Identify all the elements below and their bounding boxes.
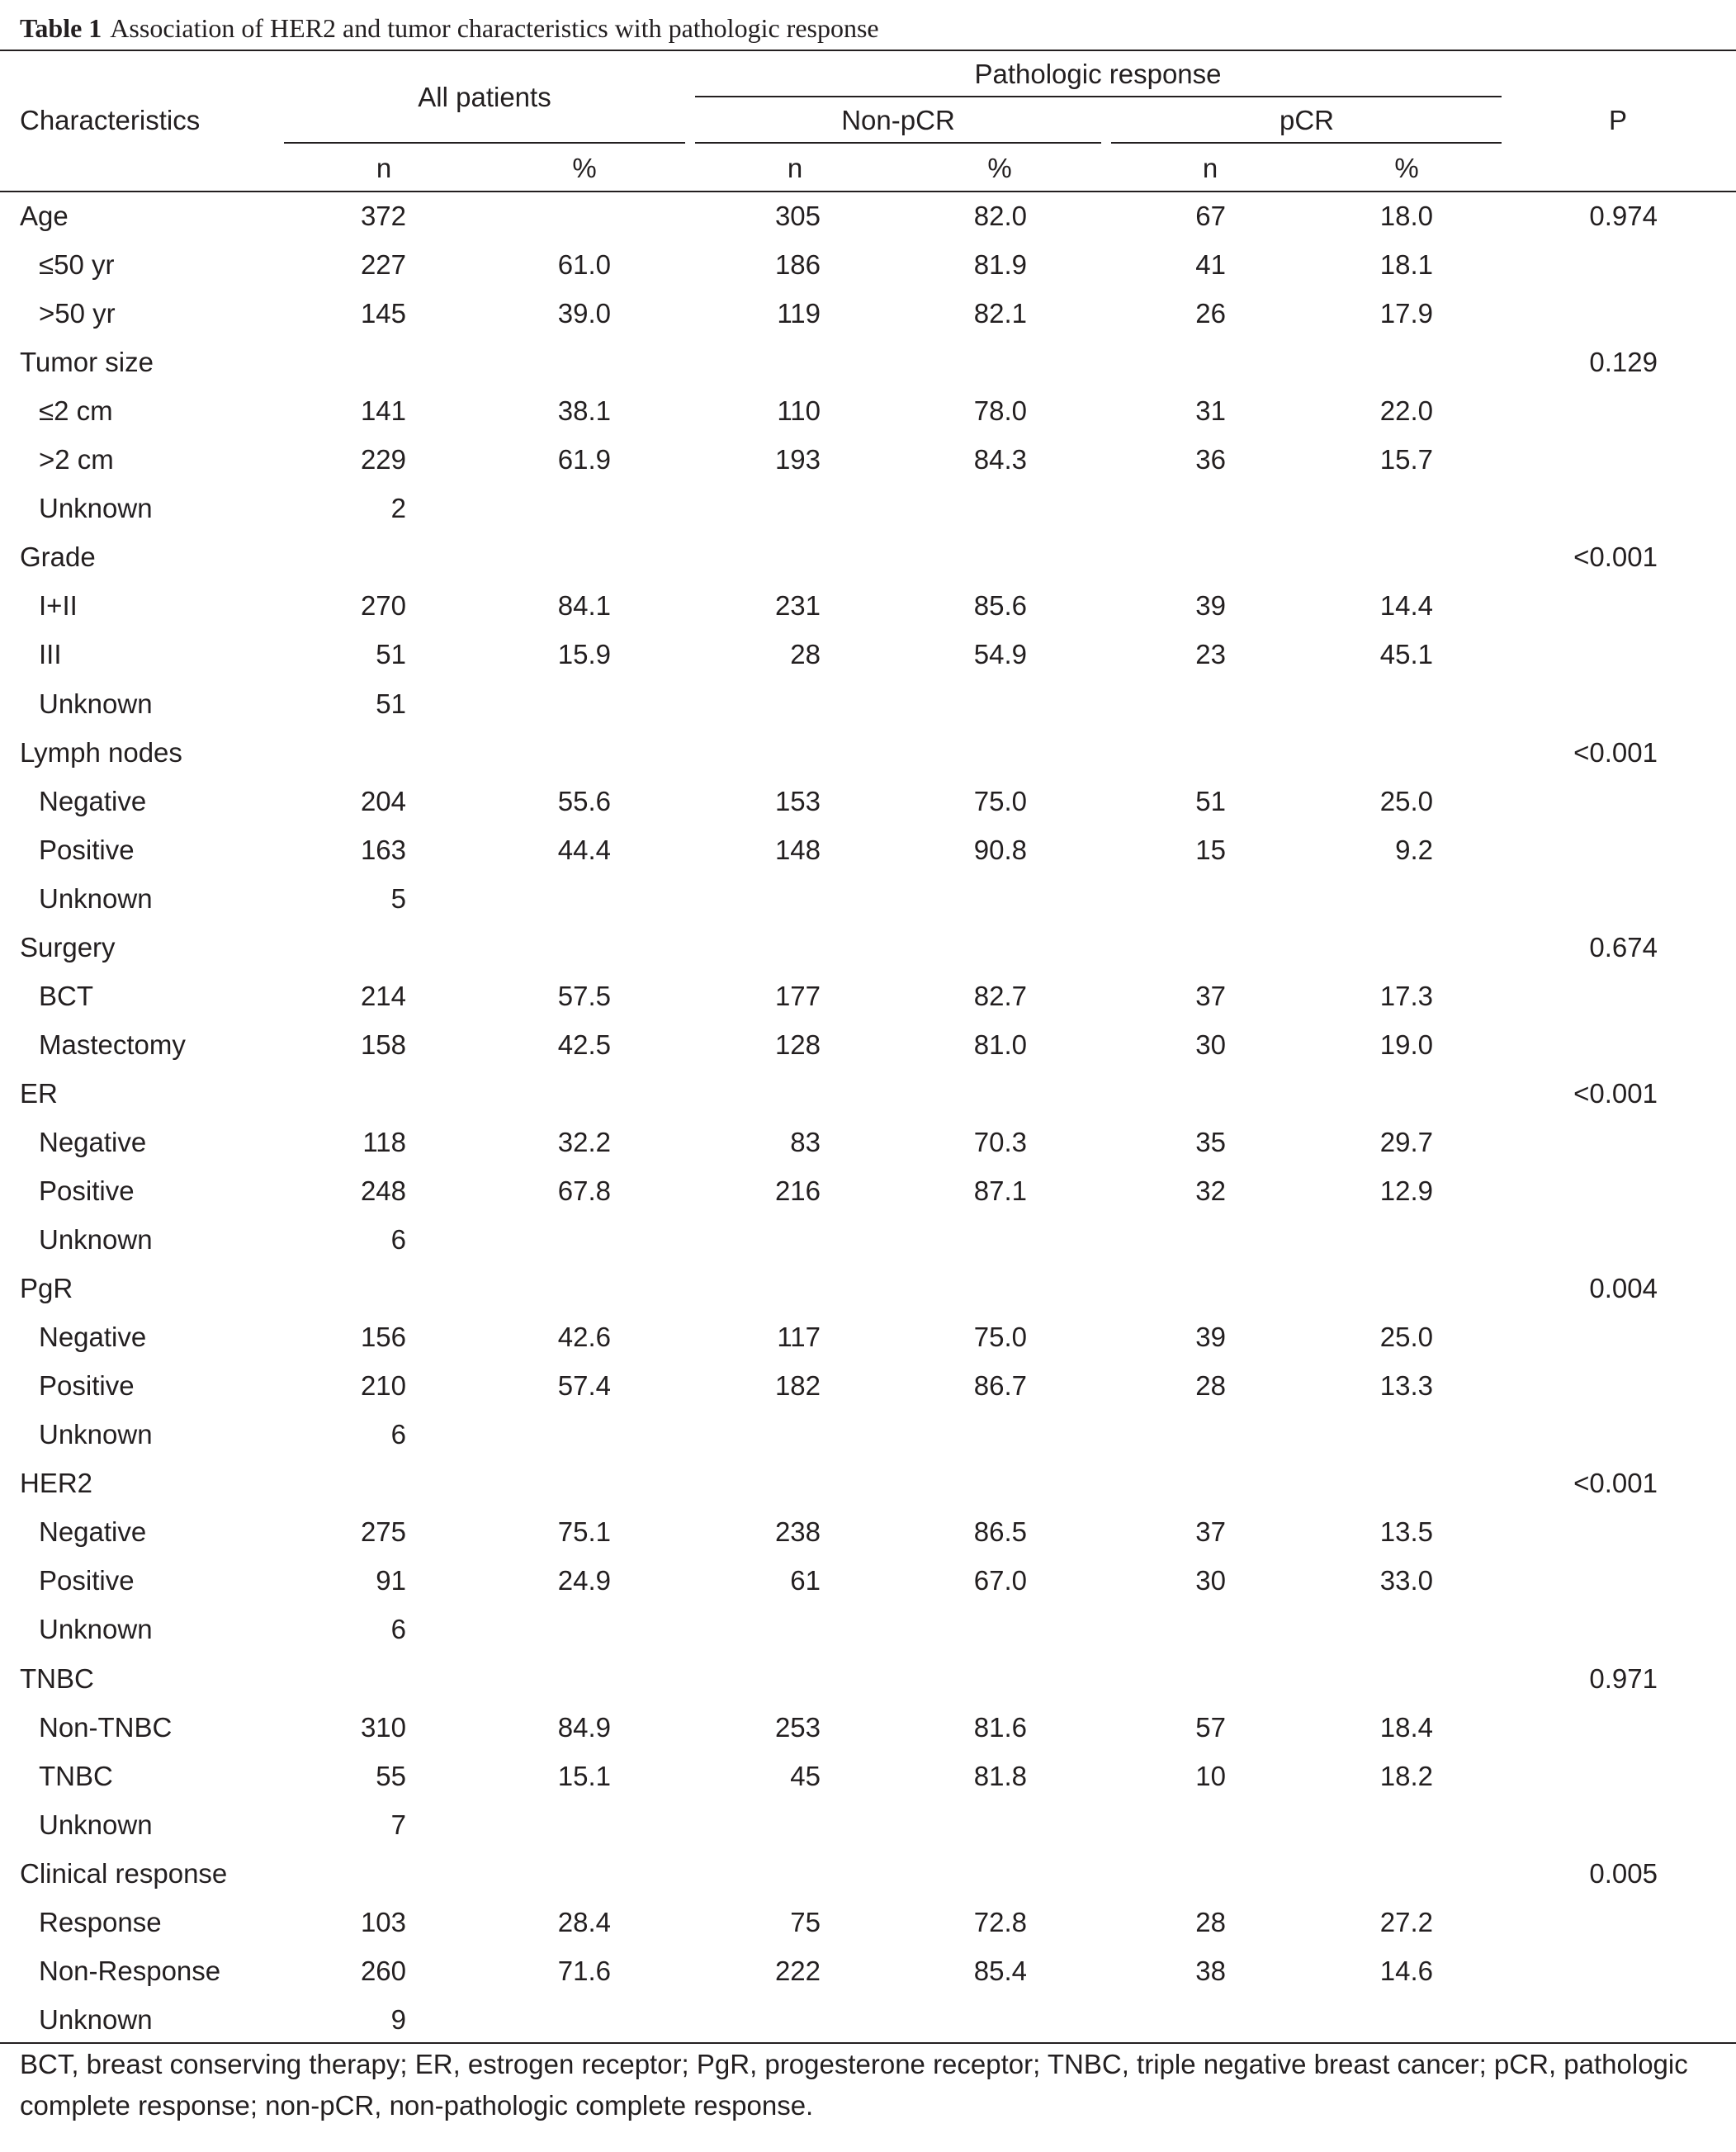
row-label: Negative	[39, 786, 147, 816]
all-n-cell: 6	[390, 1614, 406, 1644]
header-non-pcr: Non-pCR	[841, 105, 955, 135]
pcr-n-cell: 28	[1195, 1370, 1226, 1401]
pcr-n-cell: 30	[1195, 1565, 1226, 1596]
pcr-pct-cell: 14.4	[1379, 590, 1433, 621]
row-label: TNBC	[39, 1761, 113, 1791]
p-value-cell: 0.674	[1589, 932, 1658, 962]
all-n-cell: 310	[360, 1712, 406, 1743]
pcr-pct-cell: 17.9	[1379, 298, 1433, 329]
non-pcr-pct-cell: 72.8	[973, 1907, 1027, 1937]
row-label: Unknown	[39, 2004, 153, 2035]
table-caption-label: Table 1	[20, 13, 102, 43]
row-label: Unknown	[39, 1224, 153, 1255]
all-n-cell: 248	[360, 1175, 406, 1206]
pcr-pct-cell: 25.0	[1379, 786, 1433, 816]
non-pcr-pct-cell: 78.0	[973, 395, 1027, 426]
all-n-cell: 118	[362, 1127, 406, 1157]
pcr-n-cell: 67	[1195, 201, 1226, 231]
all-n-cell: 156	[360, 1322, 406, 1352]
non-pcr-pct-cell: 84.3	[973, 444, 1027, 475]
non-pcr-n-cell: 193	[774, 444, 821, 475]
pcr-n-cell: 23	[1195, 639, 1226, 669]
pcr-n-cell: 35	[1195, 1127, 1226, 1157]
all-pct-cell: 32.2	[557, 1127, 611, 1157]
non-pcr-pct-cell: 90.8	[973, 835, 1027, 865]
non-pcr-pct-cell: 54.9	[973, 639, 1027, 669]
non-pcr-pct-cell: 87.1	[973, 1175, 1027, 1206]
row-label: PgR	[20, 1273, 73, 1303]
all-n-cell: 210	[360, 1370, 406, 1401]
pcr-pct-cell: 29.7	[1379, 1127, 1433, 1157]
p-value-cell: 0.974	[1589, 201, 1658, 231]
header-all-pct: %	[572, 153, 597, 183]
row-label: Grade	[20, 542, 96, 572]
header-p: P	[1608, 105, 1628, 135]
row-label: Unknown	[39, 1419, 153, 1450]
non-pcr-pct-cell: 82.1	[973, 298, 1027, 329]
row-label: I+II	[39, 590, 78, 621]
non-pcr-n-cell: 61	[790, 1565, 821, 1596]
header-pcr-n: n	[1202, 153, 1218, 183]
pcr-pct-cell: 27.2	[1379, 1907, 1433, 1937]
table-footnote: BCT, breast conserving therapy; ER, estrogen receptor; PgR, progesterone receptor; TNBC, triple negative breast cancer; pCR, pathologic complete response; non-pCR, non-pathologic complete response.	[20, 2049, 1688, 2121]
all-pct-cell: 42.5	[557, 1029, 611, 1060]
pcr-pct-cell: 17.3	[1379, 981, 1433, 1011]
p-value-cell: <0.001	[1573, 737, 1658, 768]
row-label: Positive	[39, 1175, 135, 1206]
all-n-cell: 163	[360, 835, 406, 865]
non-pcr-pct-cell: 82.7	[973, 981, 1027, 1011]
all-n-cell: 51	[376, 639, 406, 669]
p-value-cell: 0.005	[1589, 1858, 1658, 1889]
all-pct-cell: 75.1	[557, 1516, 611, 1547]
all-pct-cell: 42.6	[557, 1322, 611, 1352]
all-n-cell: 275	[360, 1516, 406, 1547]
all-pct-cell: 55.6	[557, 786, 611, 816]
non-pcr-pct-cell: 85.4	[973, 1956, 1027, 1986]
all-n-cell: 214	[360, 981, 406, 1011]
top-rule	[0, 50, 1736, 51]
pcr-pct-cell: 9.2	[1395, 835, 1433, 865]
all-n-cell: 260	[360, 1956, 406, 1986]
header-non-pcr-n: n	[787, 153, 803, 183]
all-pct-cell: 67.8	[557, 1175, 611, 1206]
p-value-cell: <0.001	[1573, 542, 1658, 572]
pcr-pct-cell: 18.2	[1379, 1761, 1433, 1791]
pcr-n-cell: 31	[1195, 395, 1226, 426]
all-n-cell: 55	[376, 1761, 406, 1791]
pcr-n-cell: 51	[1195, 786, 1226, 816]
all-pct-cell: 38.1	[557, 395, 611, 426]
pcr-n-cell: 36	[1195, 444, 1226, 475]
non-pcr-pct-cell: 86.5	[973, 1516, 1027, 1547]
header-characteristics: Characteristics	[20, 105, 201, 135]
all-n-cell: 227	[360, 249, 406, 280]
all-n-cell: 145	[360, 298, 406, 329]
header-all-n: n	[376, 153, 392, 183]
all-pct-cell: 15.1	[557, 1761, 611, 1791]
non-pcr-n-cell: 222	[774, 1956, 821, 1986]
row-label: Clinical response	[20, 1858, 228, 1889]
all-pct-cell: 57.4	[557, 1370, 611, 1401]
pcr-pct-cell: 12.9	[1379, 1175, 1433, 1206]
all-n-cell: 51	[376, 688, 406, 719]
row-label: Negative	[39, 1516, 147, 1547]
all-pct-cell: 39.0	[557, 298, 611, 329]
pcr-pct-cell: 18.0	[1379, 201, 1433, 231]
p-value-cell: 0.004	[1589, 1273, 1658, 1303]
pcr-pct-cell: 22.0	[1379, 395, 1433, 426]
row-label: Unknown	[39, 1809, 153, 1840]
all-patients-rule	[284, 142, 685, 144]
row-label: III	[39, 639, 62, 669]
all-n-cell: 204	[360, 786, 406, 816]
pcr-pct-cell: 18.4	[1379, 1712, 1433, 1743]
non-pcr-n-cell: 148	[774, 835, 821, 865]
row-label: Surgery	[20, 932, 116, 962]
header-bottom-rule	[0, 191, 1736, 192]
non-pcr-n-cell: 253	[774, 1712, 821, 1743]
p-value-cell: 0.971	[1589, 1663, 1658, 1694]
header-non-pcr-pct: %	[987, 153, 1012, 183]
row-label: Lymph nodes	[20, 737, 182, 768]
pcr-n-cell: 10	[1195, 1761, 1226, 1791]
non-pcr-n-cell: 28	[790, 639, 821, 669]
pcr-n-cell: 26	[1195, 298, 1226, 329]
non-pcr-pct-cell: 82.0	[973, 201, 1027, 231]
all-n-cell: 270	[360, 590, 406, 621]
row-label: ≤50 yr	[39, 249, 115, 280]
pcr-n-cell: 39	[1195, 590, 1226, 621]
non-pcr-n-cell: 231	[774, 590, 821, 621]
non-pcr-n-cell: 117	[777, 1322, 821, 1352]
pcr-pct-cell: 15.7	[1379, 444, 1433, 475]
row-label: Positive	[39, 1370, 135, 1401]
row-label: Age	[20, 201, 69, 231]
row-label: Unknown	[39, 688, 153, 719]
header-all-patients: All patients	[418, 82, 551, 112]
row-label: >2 cm	[39, 444, 114, 475]
row-label: Positive	[39, 1565, 135, 1596]
all-pct-cell: 15.9	[557, 639, 611, 669]
non-pcr-pct-cell: 81.8	[973, 1761, 1027, 1791]
all-n-cell: 9	[390, 2004, 406, 2035]
non-pcr-n-cell: 182	[774, 1370, 821, 1401]
all-n-cell: 91	[376, 1565, 406, 1596]
pathologic-response-rule	[695, 96, 1502, 97]
row-label: Positive	[39, 835, 135, 865]
non-pcr-n-cell: 75	[790, 1907, 821, 1937]
header-pathologic-response: Pathologic response	[974, 59, 1222, 89]
row-label: Unknown	[39, 1614, 153, 1644]
p-value-cell: 0.129	[1589, 347, 1658, 377]
row-label: Non-Response	[39, 1956, 221, 1986]
pcr-rule	[1111, 142, 1502, 144]
all-pct-cell: 61.9	[557, 444, 611, 475]
all-n-cell: 229	[360, 444, 406, 475]
non-pcr-pct-cell: 75.0	[973, 786, 1027, 816]
non-pcr-n-cell: 110	[777, 395, 821, 426]
header-pcr-pct: %	[1394, 153, 1419, 183]
pcr-n-cell: 39	[1195, 1322, 1226, 1352]
all-pct-cell: 57.5	[557, 981, 611, 1011]
non-pcr-n-cell: 216	[774, 1175, 821, 1206]
p-value-cell: <0.001	[1573, 1078, 1658, 1109]
p-value-cell: <0.001	[1573, 1468, 1658, 1498]
header-pcr: pCR	[1279, 105, 1335, 135]
non-pcr-pct-cell: 85.6	[973, 590, 1027, 621]
table-caption	[20, 7, 879, 50]
row-label: Negative	[39, 1127, 147, 1157]
row-label: Negative	[39, 1322, 147, 1352]
pcr-n-cell: 32	[1195, 1175, 1226, 1206]
row-label: Non-TNBC	[39, 1712, 173, 1743]
all-pct-cell: 28.4	[557, 1907, 611, 1937]
all-pct-cell: 61.0	[557, 249, 611, 280]
all-pct-cell: 71.6	[557, 1956, 611, 1986]
pcr-n-cell: 28	[1195, 1907, 1226, 1937]
pcr-n-cell: 38	[1195, 1956, 1226, 1986]
non-pcr-n-cell: 238	[774, 1516, 821, 1547]
non-pcr-pct-cell: 86.7	[973, 1370, 1027, 1401]
pcr-pct-cell: 45.1	[1379, 639, 1433, 669]
all-n-cell: 6	[390, 1224, 406, 1255]
non-pcr-n-cell: 45	[790, 1761, 821, 1791]
all-pct-cell: 24.9	[557, 1565, 611, 1596]
pcr-pct-cell: 14.6	[1379, 1956, 1433, 1986]
pcr-n-cell: 57	[1195, 1712, 1226, 1743]
non-pcr-n-cell: 153	[774, 786, 821, 816]
non-pcr-rule	[695, 142, 1101, 144]
non-pcr-pct-cell: 75.0	[973, 1322, 1027, 1352]
all-n-cell: 5	[390, 883, 406, 914]
all-n-cell: 7	[390, 1809, 406, 1840]
row-label: Tumor size	[20, 347, 154, 377]
non-pcr-pct-cell: 81.0	[973, 1029, 1027, 1060]
pcr-pct-cell: 33.0	[1379, 1565, 1433, 1596]
row-label: HER2	[20, 1468, 93, 1498]
all-n-cell: 6	[390, 1419, 406, 1450]
row-label: ER	[20, 1078, 58, 1109]
non-pcr-n-cell: 186	[774, 249, 821, 280]
non-pcr-n-cell: 305	[774, 201, 821, 231]
non-pcr-pct-cell: 81.6	[973, 1712, 1027, 1743]
pcr-n-cell: 30	[1195, 1029, 1226, 1060]
non-pcr-n-cell: 83	[790, 1127, 821, 1157]
row-label: BCT	[39, 981, 93, 1011]
non-pcr-pct-cell: 67.0	[973, 1565, 1027, 1596]
row-label: Unknown	[39, 883, 153, 914]
pcr-n-cell: 15	[1195, 835, 1226, 865]
all-n-cell: 158	[360, 1029, 406, 1060]
pcr-n-cell: 41	[1195, 249, 1226, 280]
row-label: >50 yr	[39, 298, 116, 329]
row-label: TNBC	[20, 1663, 94, 1694]
row-label: Unknown	[39, 493, 153, 523]
all-pct-cell: 84.1	[557, 590, 611, 621]
non-pcr-n-cell: 177	[774, 981, 821, 1011]
all-n-cell: 103	[360, 1907, 406, 1937]
row-label: Response	[39, 1907, 162, 1937]
all-pct-cell: 44.4	[557, 835, 611, 865]
all-pct-cell: 84.9	[557, 1712, 611, 1743]
all-n-cell: 2	[390, 493, 406, 523]
pcr-pct-cell: 13.5	[1379, 1516, 1433, 1547]
non-pcr-n-cell: 128	[774, 1029, 821, 1060]
pcr-n-cell: 37	[1195, 1516, 1226, 1547]
row-label: ≤2 cm	[39, 395, 113, 426]
pcr-pct-cell: 25.0	[1379, 1322, 1433, 1352]
non-pcr-pct-cell: 70.3	[973, 1127, 1027, 1157]
all-n-cell: 372	[360, 201, 406, 231]
table-caption-text: Association of HER2 and tumor characteristics with pathologic response	[110, 13, 879, 43]
row-label: Mastectomy	[39, 1029, 186, 1060]
pcr-pct-cell: 18.1	[1379, 249, 1433, 280]
non-pcr-pct-cell: 81.9	[973, 249, 1027, 280]
pcr-n-cell: 37	[1195, 981, 1226, 1011]
pcr-pct-cell: 19.0	[1379, 1029, 1433, 1060]
pcr-pct-cell: 13.3	[1379, 1370, 1433, 1401]
non-pcr-n-cell: 119	[777, 298, 821, 329]
all-n-cell: 141	[360, 395, 406, 426]
